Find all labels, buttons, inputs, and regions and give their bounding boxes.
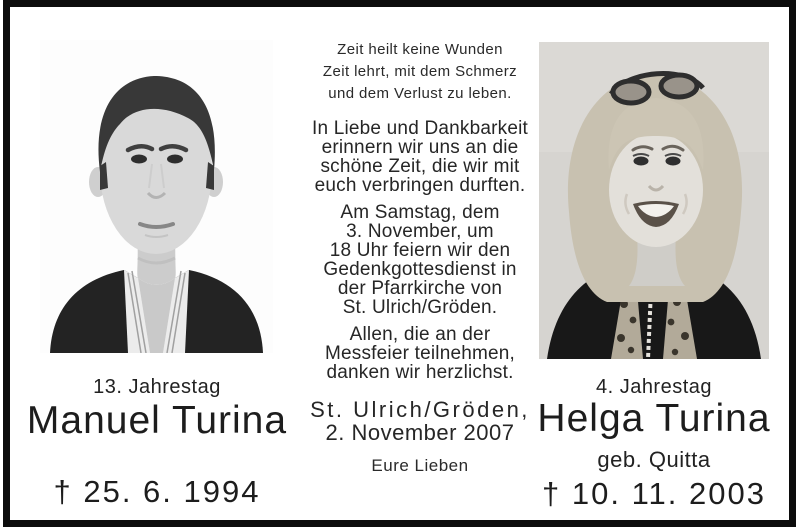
remembrance-paragraph: [300, 119, 540, 195]
helga-death-date: † 10. 11. 2003: [542, 476, 766, 511]
helga-name: Helga Turina: [537, 397, 771, 440]
helga-portrait-photo: [539, 42, 769, 359]
remembrance-line: euch verbringen durften.: [314, 175, 526, 196]
date-line: 2. November 2007: [325, 420, 515, 445]
service-line: der Pfarrkirche von: [337, 278, 503, 299]
service-line: 18 Uhr feiern wir den: [329, 240, 511, 261]
opening-quote: [300, 39, 540, 105]
thanks-paragraph: [300, 325, 540, 382]
place-line: St. Ulrich/Gröden,: [310, 397, 530, 422]
service-announcement-paragraph: [300, 203, 540, 317]
helga-anniversary-label: 4. Jahrestag: [595, 376, 713, 398]
service-line: St. Ulrich/Gröden.: [342, 297, 498, 318]
manuel-death-date: † 25. 6. 1994: [53, 474, 261, 509]
remembrance-line: In Liebe und Dankbarkeit: [311, 118, 529, 139]
service-line: 3. November, um: [346, 221, 494, 242]
quote-line: Zeit lehrt, mit dem Schmerz: [322, 63, 518, 80]
service-line: Gedenkgottesdienst in: [323, 259, 517, 280]
remembrance-line: schöne Zeit, die wir mit: [320, 156, 520, 177]
service-line: Am Samstag, dem: [340, 202, 500, 223]
manuel-anniversary-label: 13. Jahrestag: [93, 376, 221, 398]
thanks-line: danken wir herzlichst.: [326, 362, 514, 383]
manuel-portrait-graphic: [40, 40, 273, 353]
signature-line: Eure Lieben: [371, 456, 469, 475]
remembrance-line: erinnern wir uns an die: [321, 137, 519, 158]
quote-line: und dem Verlust zu leben.: [328, 85, 512, 102]
helga-maiden-name: geb. Quitta: [597, 447, 711, 472]
manuel-portrait-photo: [40, 40, 273, 353]
helga-portrait-graphic: [539, 42, 769, 359]
quote-line: Zeit heilt keine Wunden: [337, 41, 503, 58]
manuel-name: Manuel Turina: [26, 399, 288, 442]
thanks-line: Allen, die an der: [349, 324, 491, 345]
thanks-line: Messfeier teilnehmen,: [324, 343, 516, 364]
